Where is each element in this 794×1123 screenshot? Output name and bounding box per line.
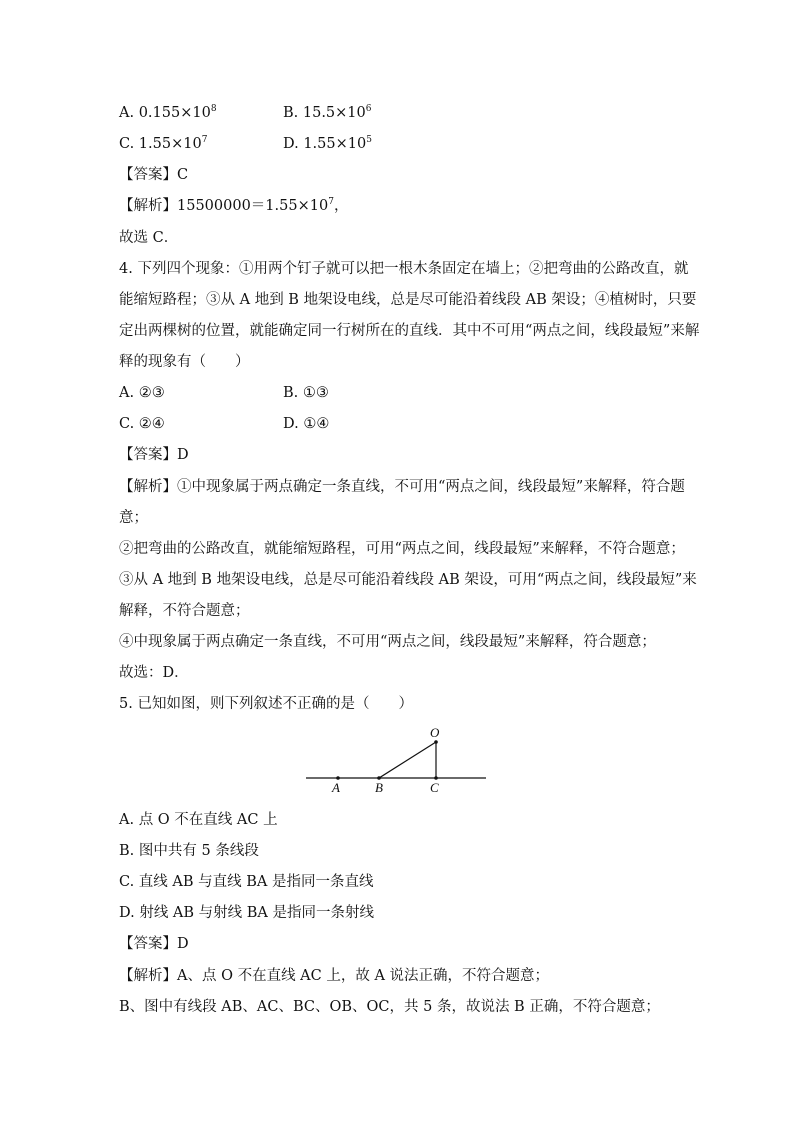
q4-analysis-line-5: 解释，不符合题意； xyxy=(119,603,250,619)
q5-analysis-line-1: 【解析】A、点 O 不在直线 AC 上，故 A 说法正确，不符合题意； xyxy=(119,968,550,984)
q4-option-d: D. ①④ xyxy=(283,416,330,432)
q5-option-c: C. 直线 AB 与直线 BA 是指同一条直线 xyxy=(119,874,374,890)
q3-option-a: A. $0.155\times 10^8$ xyxy=(119,104,217,121)
label-c: C xyxy=(430,780,439,795)
point-o xyxy=(434,740,438,744)
q4-answer: 【答案】D xyxy=(119,447,189,463)
label-b: B xyxy=(375,780,383,795)
q3-option-c: C. $1.55\times 10^7$ xyxy=(119,135,208,152)
q3-analysis: 【解析】$15500000=1.55\times 10^7$， xyxy=(119,197,349,214)
q5-analysis-line-2: B、图中有线段 AB、AC、BC、OB、OC，共 5 条，故说法 B 正确，不符合题意； xyxy=(119,999,660,1015)
label-o: O xyxy=(430,725,440,740)
q4-option-c: C. ②④ xyxy=(119,416,165,432)
q4-option-a: A. ②③ xyxy=(119,385,165,401)
q3-conclusion: 故选 C． xyxy=(119,230,179,246)
q5-answer: 【答案】D xyxy=(119,936,189,952)
q4-analysis-line-3: ②把弯曲的公路改直，就能缩短路程，可用“两点之间，线段最短”来解释，不符合题意； xyxy=(119,541,685,557)
q5-stem: 5. 已知如图，则下列叙述不正确的是（ ） xyxy=(119,696,413,712)
q4-analysis-line-1: 【解析】①中现象属于两点确定一条直线，不可用“两点之间，线段最短”来解释，符合题 xyxy=(119,479,685,495)
label-a: A xyxy=(332,780,340,795)
q5-geometry-figure xyxy=(300,722,495,797)
q4-analysis-line-2: 意； xyxy=(119,510,148,526)
q4-analysis-line-6: ④中现象属于两点确定一条直线，不可用“两点之间，线段最短”来解释，符合题意； xyxy=(119,634,656,650)
q3-option-d: D. $1.55\times 10^5$ xyxy=(283,135,372,152)
segment-ob xyxy=(379,742,436,778)
q4-stem-line-3: 定出两棵树的位置，就能确定同一行树所在的直线．其中不可用“两点之间，线段最短”来解 xyxy=(119,323,700,339)
q3-answer: 【答案】C xyxy=(119,167,189,183)
q4-stem-line-4: 释的现象有（ ） xyxy=(119,354,250,370)
q5-option-d: D. 射线 AB 与射线 BA 是指同一条射线 xyxy=(119,905,375,921)
q4-stem-line-1: 4. 下列四个现象：①用两个钉子就可以把一根木条固定在墙上；②把弯曲的公路改直，就 xyxy=(119,261,689,277)
q5-option-a: A. 点 O 不在直线 AC 上 xyxy=(119,812,278,828)
q4-conclusion: 故选：D． xyxy=(119,665,189,681)
q5-option-b: B. 图中共有 5 条线段 xyxy=(119,843,259,859)
q4-analysis-line-4: ③从 A 地到 B 地架设电线，总是尽可能沿着线段 AB 架设，可用“两点之间，线段最短”来 xyxy=(119,572,697,588)
q3-option-b: B. $15.5\times 10^6$ xyxy=(283,104,372,121)
q4-stem-line-2: 能缩短路程；③从 A 地到 B 地架设电线，总是尽可能沿着线段 AB 架设；④植树时，只要 xyxy=(119,292,697,308)
q4-option-b: B. ①③ xyxy=(283,385,329,401)
